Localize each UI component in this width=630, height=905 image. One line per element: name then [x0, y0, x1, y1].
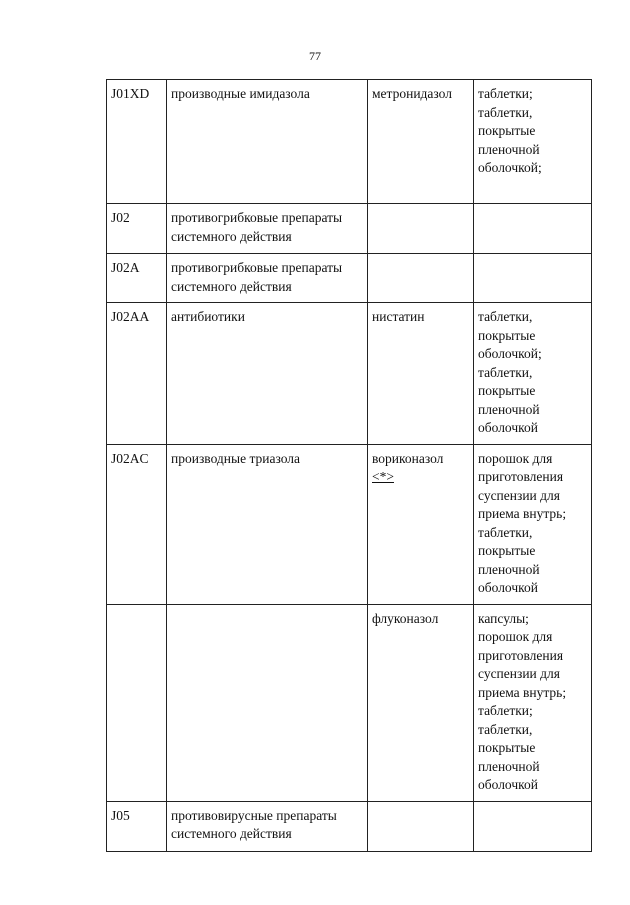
group-text-line: производные триазола [171, 450, 301, 466]
dosage-form-line: таблетки; [478, 703, 533, 718]
group-cell [167, 801, 368, 851]
drug-name: метронидазол [372, 86, 452, 101]
dosage-form-line: покрытые [478, 740, 536, 755]
dosage-form-cell [474, 254, 592, 303]
atc-code-cell [107, 444, 167, 604]
dosage-form-line: таблетки, [478, 721, 533, 737]
dosage-form-line: оболочкой [478, 420, 538, 435]
group-text-line: системного действия [171, 278, 292, 294]
dosage-form-line: таблетки, [478, 364, 533, 380]
atc-code-cell [107, 801, 167, 851]
group-cell [167, 444, 368, 604]
dosage-form-line: оболочкой [478, 777, 538, 792]
dosage-form-line: таблетки, [478, 104, 533, 120]
dosage-form-cell [474, 303, 592, 445]
group-text-line: системного действия [171, 826, 292, 841]
group-text-line: противогрибковые препараты [171, 260, 343, 275]
dosage-form-cell [474, 604, 592, 801]
drug-cell [368, 303, 474, 445]
dosage-form-line: приготовления [478, 469, 564, 484]
dosage-form-line: покрытые [478, 383, 536, 398]
atc-code: J02AC [111, 450, 149, 466]
dosage-form-line: оболочкой [478, 580, 538, 595]
table-row [107, 303, 592, 445]
group-cell [167, 604, 368, 801]
dosage-form-line: покрытые [478, 543, 536, 558]
group-cell [167, 204, 368, 254]
drug-name: вориконазол [372, 450, 444, 466]
atc-code: J02A [111, 260, 140, 275]
dosage-form-line: оболочкой; [478, 160, 542, 175]
atc-code-cell [107, 254, 167, 303]
dosage-form-line: пленочной [478, 561, 540, 577]
group-text-line: системного действия [171, 228, 292, 244]
dosage-form-line: порошок для [478, 450, 553, 466]
group-text-line: производные имидазола [171, 86, 310, 101]
drug-cell [368, 444, 474, 604]
dosage-form-line: суспензии для [478, 666, 560, 681]
dosage-form-line: приема внутрь; [478, 506, 567, 521]
dosage-form-line: таблетки; [478, 86, 533, 101]
dosage-form-cell [474, 444, 592, 604]
table-row [107, 80, 592, 204]
atc-code-cell [107, 303, 167, 445]
dosage-form-line: покрытые [478, 123, 536, 138]
group-text-line: антибиотики [171, 309, 245, 324]
page-number: 77 [309, 49, 321, 63]
drug-cell [368, 80, 474, 204]
dosage-form-line: таблетки, [478, 524, 533, 540]
dosage-form-line: порошок для [478, 629, 553, 644]
dosage-form-line: приема внутрь; [478, 684, 567, 700]
dosage-form-line: пленочной [478, 401, 540, 417]
drug-table [106, 79, 592, 852]
table-row [107, 604, 592, 801]
table-body [107, 80, 592, 852]
atc-code: J02 [111, 210, 130, 225]
dosage-form-line: оболочкой; [478, 346, 542, 361]
atc-code: J01XD [111, 86, 150, 101]
table-row [107, 801, 592, 851]
table-row [107, 254, 592, 303]
group-cell [167, 303, 368, 445]
atc-code: J05 [111, 807, 130, 823]
atc-code: J02AA [111, 309, 150, 324]
atc-code-cell [107, 80, 167, 204]
dosage-form-cell [474, 80, 592, 204]
group-cell [167, 80, 368, 204]
group-text-line: противовирусные препараты [171, 807, 337, 823]
group-cell [167, 254, 368, 303]
table-row [107, 204, 592, 254]
dosage-form-line: пленочной [478, 758, 540, 774]
atc-code-cell [107, 204, 167, 254]
drug-cell [368, 801, 474, 851]
dosage-form-line: покрытые [478, 327, 536, 343]
dosage-form-line: приготовления [478, 647, 564, 663]
dosage-form-line: капсулы; [478, 610, 529, 626]
group-text-line: противогрибковые препараты [171, 210, 343, 225]
dosage-form-line: таблетки, [478, 309, 533, 324]
drug-cell [368, 204, 474, 254]
drug-footnote-link[interactable]: <*> [372, 469, 394, 484]
dosage-form-line: пленочной [478, 141, 540, 157]
dosage-form-cell [474, 801, 592, 851]
drug-cell [368, 254, 474, 303]
dosage-form-cell [474, 204, 592, 254]
dosage-form-line: суспензии для [478, 487, 560, 503]
table-row [107, 444, 592, 604]
atc-code-cell [107, 604, 167, 801]
drug-cell [368, 604, 474, 801]
drug-name: нистатин [372, 309, 425, 324]
drug-name: флуконазол [372, 610, 439, 626]
